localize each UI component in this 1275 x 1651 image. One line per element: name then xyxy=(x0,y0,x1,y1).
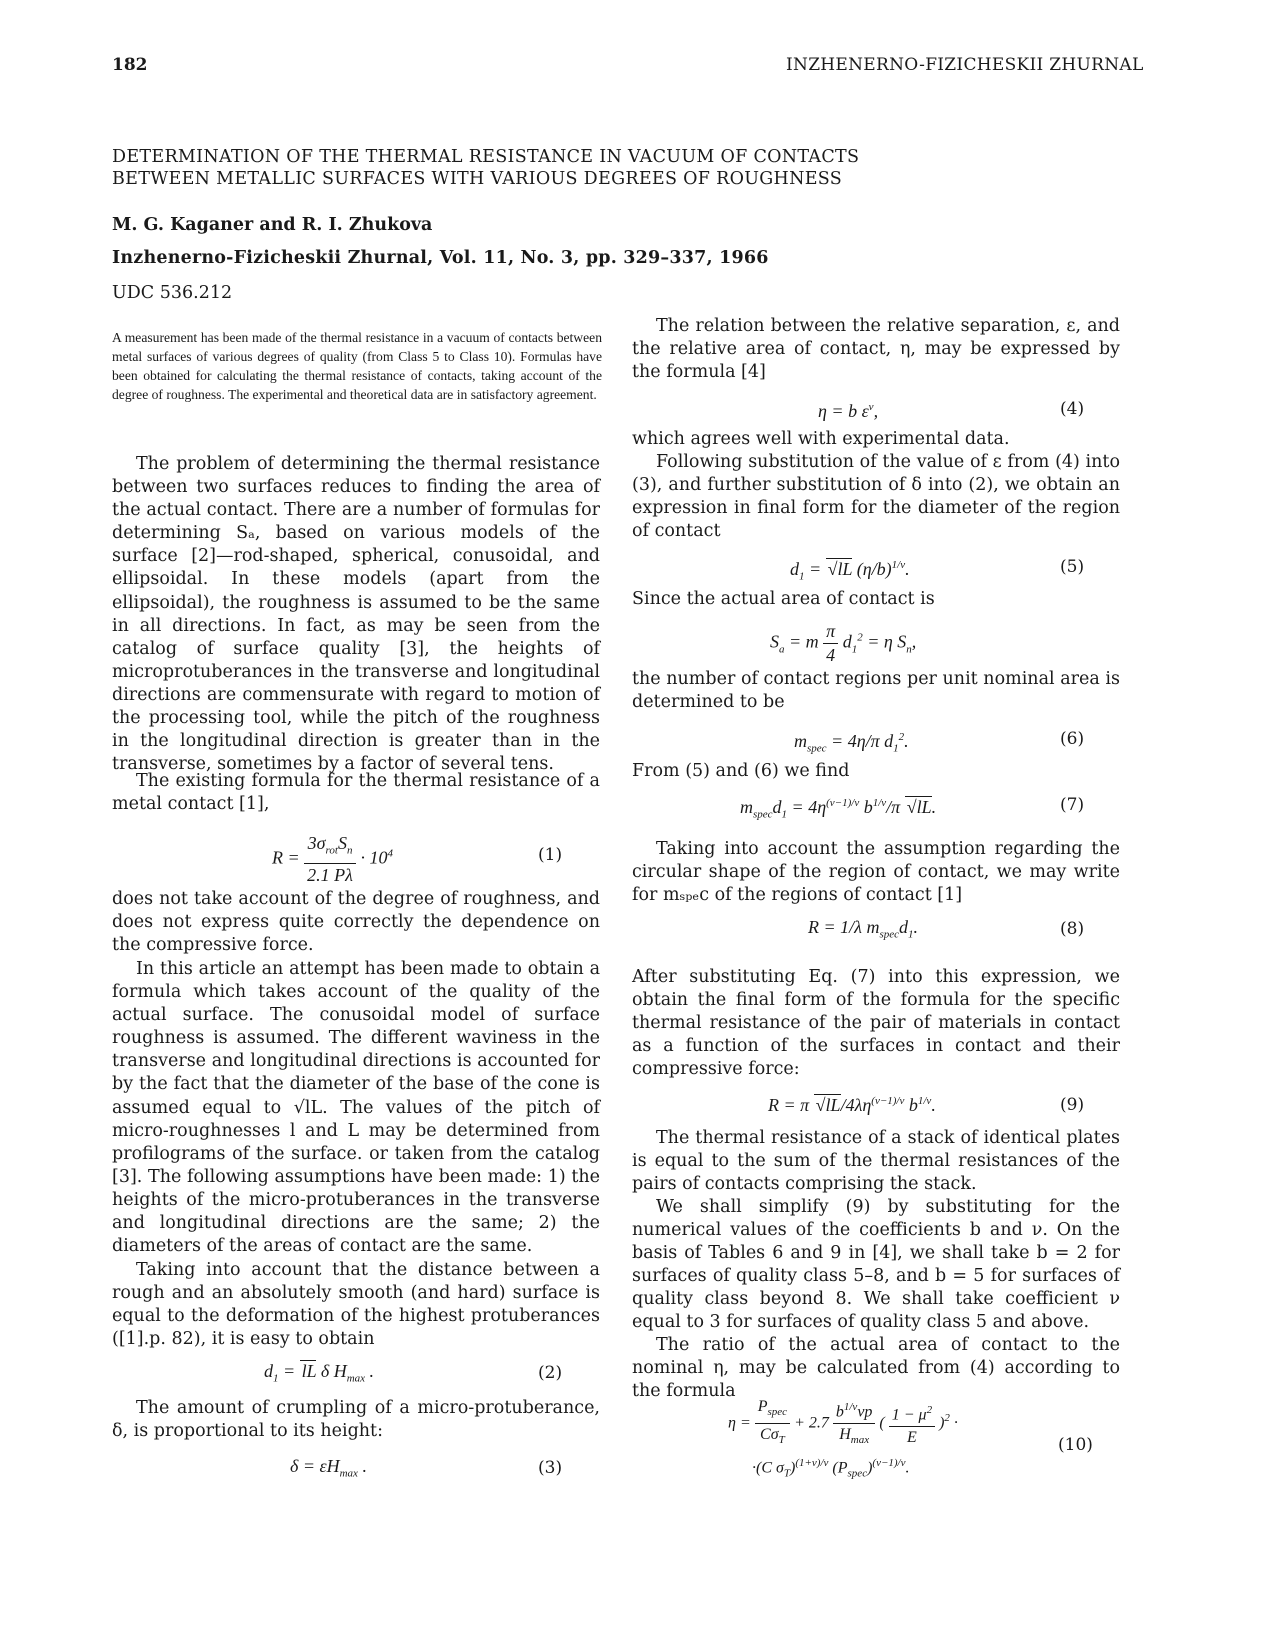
left-p1-text: The problem of determining the thermal resistance between two surfaces reduces to finding the area of the actual contact. There are a number of formulas for determining Sₐ, based on various models of the surface [2]—rod-shaped, spherical, conusoidal, and ellipsoidal. In these models (apart from the ellipsoidal), the roughness is assumed to be the same in all directions. In fact, as may be seen from the catalog of surface quality [3], the heights of microprotuberances in the transverse and longitudinal directions are commensurate with regard to motion of the processing tool, while the pitch of the roughness in the longitudinal direction is greater than in the transverse, sometimes by a factor of several tens. xyxy=(112,454,600,775)
article-title xyxy=(112,146,1112,190)
journal-running-head: INZHENERNO-FIZICHESKII ZHURNAL xyxy=(786,55,1144,75)
equation-1-number: (1) xyxy=(538,845,563,865)
right-paragraph-3 xyxy=(632,451,1120,543)
right-paragraph-10 xyxy=(632,1196,1120,1335)
equation-6-number: (6) xyxy=(1060,729,1085,749)
right-p1-text: The relation between the relative separation, ε, and the relative area of contact, η, may be expressed by the formula [4] xyxy=(632,316,1120,383)
left-paragraph-1 xyxy=(112,453,600,776)
equation-8: R = 1/λ $m_{spec}d_1$. xyxy=(808,917,918,941)
equation-4-number: (4) xyxy=(1060,399,1085,419)
equation-4: η = b $\varepsilon^\nu$, xyxy=(818,401,879,421)
page-number: 182 xyxy=(112,55,148,75)
right-p2-text: which agrees well with experimental data. xyxy=(632,429,1010,449)
right-paragraph-1 xyxy=(632,315,1120,384)
right-paragraph-5 xyxy=(632,668,1120,714)
equation-10-number: (10) xyxy=(1058,1435,1093,1455)
right-paragraph-7 xyxy=(632,838,1120,907)
equation-7: $m_{spec}d_1 = 4\eta^{(\nu-1)/\nu}$ $b^{1/\nu}/\pi$ √lL. xyxy=(740,797,937,821)
equation-9-number: (9) xyxy=(1060,1095,1085,1115)
right-paragraph-8 xyxy=(632,966,1120,1081)
right-paragraph-6 xyxy=(632,760,1120,783)
left-p5-text: Taking into account that the distance between a rough and an absolutely smooth (and hard) surface is equal to the deformation of the highest protuberances ([1].p. 82), it is easy to obtain xyxy=(112,1260,600,1350)
left-p2-text: The existing formula for the thermal resistance of a metal contact [1], xyxy=(112,771,600,815)
right-p11-text: The ratio of the actual area of contact to the nominal η, may be calculated from (4) according to the formula xyxy=(632,1335,1120,1402)
right-p5-text: the number of contact regions per unit nominal area is determined to be xyxy=(632,669,1120,713)
right-paragraph-4 xyxy=(632,588,1120,611)
right-p7-text: Taking into account the assumption regarding the circular shape of the region of contact, we may write for mₛₚₑc of the regions of contact [1] xyxy=(632,839,1120,906)
right-paragraph-9 xyxy=(632,1127,1120,1196)
right-p4-text: Since the actual area of contact is xyxy=(632,589,935,609)
equation-8-number: (8) xyxy=(1060,919,1085,939)
equation-6: $m_{spec} = 4\eta/\pi$ $d_1^2$. xyxy=(794,731,909,755)
left-p6-text: The amount of crumpling of a micro-protuberance, δ, is proportional to its height: xyxy=(112,1398,600,1442)
area-formula: $S_a = m$ $\frac{\pi}{4}$ $d_1^2 = \eta$ $S_n$, xyxy=(770,621,917,666)
right-paragraph-2 xyxy=(632,428,1120,451)
equation-9: R = π $√lL/4\lambda\eta^{(\nu-1)/\nu}$ $b^{1/\nu}$. xyxy=(768,1095,936,1115)
equation-10-line-2: ·(C $\sigma_T)^{(1+\nu)/\nu}$ $(P_{spec})^{(\nu-1)/\nu}$. xyxy=(752,1456,910,1480)
equation-5-number: (5) xyxy=(1060,557,1085,577)
left-paragraph-4 xyxy=(112,958,600,1258)
abstract: A measurement has been made of the thermal resistance in a vacuum of contacts between metal surfaces of various degrees of quality (from Class 5 to Class 10). Formulas have been obtained for calculating the thermal resistance of contacts, taking account of the degree of roughness. The experimental and theoretical data are in satisfactory agreement. xyxy=(112,330,602,402)
equation-5: $d_1 = √lL$ $(\eta/b)^{1/\nu}$. xyxy=(790,559,910,583)
left-p3-text: does not take account of the degree of roughness, and does not express quite correctly the dependence on the compressive force. xyxy=(112,889,600,956)
equation-7-number: (7) xyxy=(1060,795,1085,815)
left-p4-text: In this article an attempt has been made to obtain a formula which takes account of the quality of the actual surface. The conusoidal model of surface roughness is assumed. The different waviness in the transverse and longitudinal directions is accounted for by the fact that the diameter of the base of the cone is assumed equal to √lL. The values of the pitch of micro-roughnesses l and L may be determined from profilograms of the surface. or taken from the catalog [3]. The following assumptions have been made: 1) the heights of the micro-protuberances in the transverse and longitudinal directions are the same; 2) the diameters of the areas of contact are the same. xyxy=(112,959,600,1257)
right-p8-text: After substituting Eq. (7) into this expression, we obtain the final form of the formula for the specific thermal resistance of the pair of materials in contact as a function of the surfaces in contact and their compressive force: xyxy=(632,967,1120,1080)
right-p10-text: We shall simplify (9) by substituting for the numerical values of the coefficients b and ν. On the basis of Tables 6 and 9 in [4], we shall take b = 2 for surfaces of quality class 5–8, and b = 5 for surfaces of quality class beyond 8. We shall take coefficient ν equal to 3 for surfaces of quality class 5 and above. xyxy=(632,1197,1120,1333)
equation-2-number: (2) xyxy=(538,1363,563,1383)
right-p6-text: From (5) and (6) we find xyxy=(632,761,850,781)
right-p9-text: The thermal resistance of a stack of identical plates is equal to the sum of the thermal resistances of the pairs of contacts comprising the stack. xyxy=(632,1128,1120,1195)
title-line-1: DETERMINATION OF THE THERMAL RESISTANCE IN VACUUM OF CONTACTS xyxy=(112,147,860,167)
udc-code: UDC 536.212 xyxy=(112,283,233,303)
left-paragraph-3 xyxy=(112,888,600,957)
title-line-2: BETWEEN METALLIC SURFACES WITH VARIOUS DEGREES OF ROUGHNESS xyxy=(112,169,843,189)
right-p3-text: Following substitution of the value of ε from (4) into (3), and further substitution of δ into (2), we obtain an expression in final form for the diameter of the region of contact xyxy=(632,452,1120,542)
equation-1: R = $\frac{3\sigma_{rot}S_n}{2.1 P\lambda}$ · $10^4$ xyxy=(272,833,393,885)
right-paragraph-11 xyxy=(632,1334,1120,1403)
source-citation: Inzhenerno-Fizicheskii Zhurnal, Vol. 11, No. 3, pp. 329–337, 1966 xyxy=(112,248,769,268)
equation-10 xyxy=(728,1396,958,1484)
equation-3-number: (3) xyxy=(538,1458,563,1478)
left-paragraph-6 xyxy=(112,1397,600,1443)
authors: M. G. Kaganer and R. I. Zhukova xyxy=(112,215,433,235)
left-paragraph-2 xyxy=(112,770,600,816)
left-paragraph-5 xyxy=(112,1259,600,1351)
equation-10-line-1: η = $\frac{P_{spec}}{C\sigma_T}$ + 2.7 $\frac{b^{1/\nu}\nu p}{H_{max}}$ ( $\frac{1 - \mu^2}{E}$ )$^2$ · xyxy=(728,1396,958,1452)
equation-3: $\delta = \varepsilon H_{max}$ . xyxy=(290,1456,367,1480)
equation-2: $d_1$ = lL δ $H_{max}$ . xyxy=(264,1361,375,1385)
